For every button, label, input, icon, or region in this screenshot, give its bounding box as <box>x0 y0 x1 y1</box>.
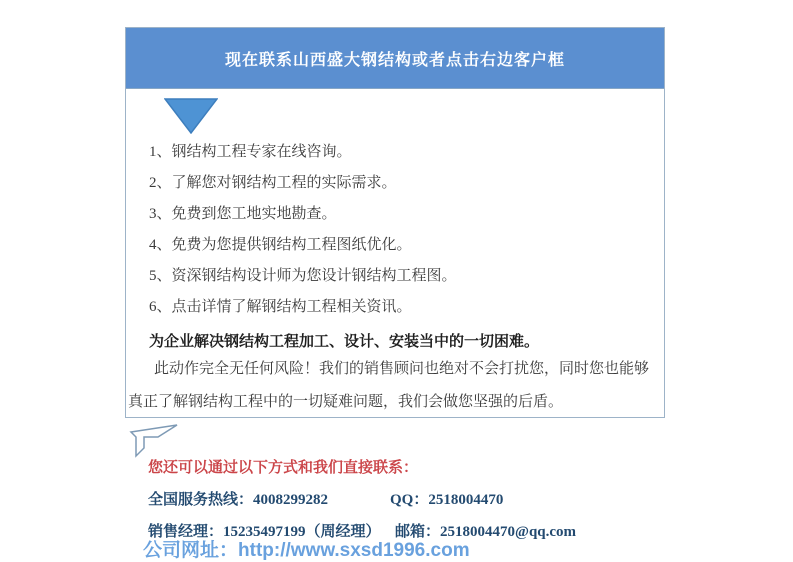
list-item: 5、资深钢结构设计师为您设计钢结构工程图。 <box>149 268 457 284</box>
contact-row-hotline <box>148 488 688 510</box>
risk-paragraph: 此动作完全无任何风险！我们的销售顾问也绝对不会打扰您，同时您也能够真正了解钢结构工程中的一切疑难问题，我们会做您坚强的后盾。 <box>128 361 650 410</box>
manager-value: 15235497199（周经理） <box>223 524 381 540</box>
website-label: 公司网址： <box>143 540 239 561</box>
hotline-value: 4008299282 <box>253 492 329 508</box>
email-value: 2518004470@qq.com <box>440 524 577 540</box>
flag-corner-icon <box>127 421 179 459</box>
qq-field <box>390 488 503 509</box>
benefit-list <box>149 137 660 323</box>
bold-statement: 为企业解决钢结构工程加工、设计、安装当中的一切困难。 <box>149 334 540 350</box>
promo-panel <box>125 27 665 418</box>
list-item: 2、了解您对钢结构工程的实际需求。 <box>149 175 397 191</box>
list-item: 4、免费为您提供钢结构工程图纸优化。 <box>149 237 412 253</box>
website-link[interactable] <box>143 535 470 562</box>
website-url[interactable]: http://www.sxsd1996.com <box>238 540 470 561</box>
hotline-label: 全国服务热线： <box>148 492 254 508</box>
list-item: 6、点击详情了解钢结构工程相关资讯。 <box>149 299 412 315</box>
list-item: 3、免费到您工地实地勘查。 <box>149 206 337 222</box>
list-item: 1、钢结构工程专家在线咨询。 <box>149 144 352 160</box>
header-title: 现在联系山西盛大钢结构或者点击右边客户框 <box>224 51 565 69</box>
qq-value: 2518004470 <box>428 492 504 508</box>
triangle-down-icon <box>164 98 218 134</box>
email-label: 邮箱： <box>395 524 441 540</box>
header-banner <box>126 28 664 89</box>
manager-label: 销售经理： <box>148 524 224 540</box>
qq-label: QQ： <box>390 492 429 508</box>
contact-intro: 您还可以通过以下方式和我们直接联系： <box>148 460 419 476</box>
